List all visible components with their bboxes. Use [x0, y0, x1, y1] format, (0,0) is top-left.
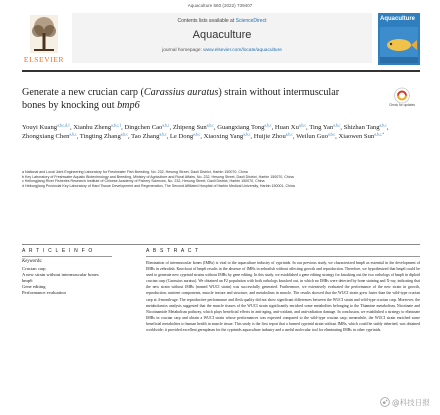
author-name[interactable]: [217, 124, 271, 131]
article-title: [22, 86, 362, 112]
check-updates-icon: [388, 87, 416, 104]
author-affiliation-mark[interactable]: a,b,c: [193, 132, 201, 137]
check-for-updates-badge[interactable]: [388, 87, 416, 113]
keywords-heading: Keywords:: [22, 259, 43, 264]
author-name[interactable]: [73, 124, 121, 131]
author-list: Youyi Kuang$^{a,b,c,d,1}$, Xianhu Zheng$^{a,b,c,1}$, Dingchen Cao$^{a,b,c}$, Zhipeng Sun$^{a,b,c}$, Guangxiang Tong$^{a,b,c}$, Huan Xu$^{a,b,c}$, Ting Yan$^{a,b,c}$, Shizhan Tang$^{a,b,c}$, Zhongxiang Chen$^{a,b,c}$, Tingting Zhang$^{a,b,c}$, Tao Zhang$^{a,b,c}$, Le Dong$^{a,b,c}$, Xiaoxing Yang$^{a,b,c}$, Huijie Zhou$^{a,b,c}$, Weilun Guo$^{a,b,c}$, Xiaowen Sun$^{a,b,c,*}$: [22, 123, 389, 141]
author-name[interactable]: [254, 133, 293, 140]
section-divider: [22, 244, 420, 245]
weibo-icon: [380, 397, 390, 407]
author-affiliation-mark[interactable]: a,b,c,d,1: [57, 123, 70, 128]
author-name[interactable]: [170, 133, 200, 140]
citation-line: Aquaculture 560 (2022) 739407: [187, 3, 253, 8]
author-name-text: Huan Xu: [274, 124, 299, 131]
article-info-heading: A R T I C L E I N F O: [22, 248, 94, 254]
author-affiliation-mark[interactable]: a,b,c: [379, 123, 387, 128]
author-affiliation-mark[interactable]: a,b,c,*: [374, 132, 385, 137]
author-affiliation-mark[interactable]: a,b,c,1: [111, 123, 122, 128]
author-name-text: Xiaoxing Yang: [203, 133, 244, 141]
author-name[interactable]: [344, 124, 387, 131]
author-name[interactable]: [22, 124, 70, 131]
journal-homepage-line: [72, 48, 372, 53]
author-name[interactable]: [131, 133, 166, 140]
author-name[interactable]: [275, 124, 306, 131]
author-name-text: Zhipeng Sun: [172, 124, 207, 131]
journal-cover[interactable]: [378, 13, 420, 65]
affiliation-item: b Key Laboratory of Freshwater Aquatic Biotechnology and Breeding, Ministry of Agriculture and Rural Affairs, No. 232, Hesong Street, Daoli District, Harbin 150070, China: [22, 174, 294, 179]
author-affiliation-mark[interactable]: a,b,c: [206, 123, 214, 128]
publisher-name: ELSEVIER: [23, 55, 65, 64]
abstract-heading: A B S T R A C T: [146, 248, 200, 254]
author-name[interactable]: [296, 133, 335, 140]
author-name[interactable]: [338, 133, 384, 140]
author-affiliation-mark[interactable]: a,b,c: [162, 123, 170, 128]
author-name-text: Xianhu Zheng: [73, 124, 112, 131]
journal-header: [22, 13, 420, 65]
watermark-text: @科技日报: [392, 398, 430, 407]
keyword-item: A new strain without intermuscular bones: [22, 272, 99, 277]
affiliation-item: c Heilongjiang River Fisheries Research Institute of Chinese Academy of Fishery Sciences, No. 232, Hesong Street, Daoli District, Harbin 150070, China: [22, 179, 265, 184]
author-name-text: Shizhan Tang: [343, 124, 380, 131]
author-affiliation-mark[interactable]: a,b,c: [298, 123, 307, 128]
author-name-text: Huijie Zhou: [253, 133, 286, 141]
author-name[interactable]: [22, 133, 77, 140]
abstract-rule: [146, 256, 420, 257]
author-affiliation-mark[interactable]: a,b,c: [264, 123, 272, 128]
author-name-text: Zhongxiang Chen: [22, 133, 70, 141]
author-name-text: Tingting Zhang: [79, 133, 121, 141]
title-species: Carassius auratus: [143, 87, 219, 98]
keyword-item: Gene editing: [22, 284, 46, 289]
author-affiliation-mark[interactable]: a,b,c: [243, 132, 251, 137]
title-gene: bmp6: [117, 100, 140, 111]
author-affiliation-mark[interactable]: a,b,c: [285, 132, 293, 137]
author-name[interactable]: [309, 124, 340, 131]
keyword-item: Crucian carp: [22, 266, 46, 271]
title-text-2: ) strain without intermuscular bones by knocking out: [22, 87, 340, 111]
contents-line: [72, 18, 372, 24]
author-name-text: Guangxiang Tong: [217, 124, 265, 131]
author-affiliation-mark[interactable]: a,b,c: [159, 132, 167, 137]
author-name-text: Le Dong: [169, 133, 194, 141]
elsevier-tree-icon: [30, 15, 58, 53]
sciencedirect-link[interactable]: ScienceDirect: [235, 18, 267, 24]
fish-cover-image: [380, 27, 418, 63]
author-affiliation-mark[interactable]: a,b,c: [120, 132, 128, 137]
author-name[interactable]: [173, 124, 214, 131]
affiliation-item: a National and Local Joint Engineering Laboratory for Freshwater Fish Breeding, No. 232, Hesong Street, Daoli District, Harbin 150070, China: [22, 170, 248, 174]
title-text-1: Generate a new crucian carp (: [22, 87, 144, 98]
author-affiliation-mark[interactable]: a,b,c: [328, 132, 336, 137]
author-affiliation-mark[interactable]: a,b,c: [333, 123, 341, 128]
author-name-text: Xiaowen Sun: [338, 133, 375, 141]
header-divider: [22, 70, 420, 72]
elsevier-logo[interactable]: [22, 13, 66, 65]
affiliation-item: d Heilongjiang Provincial Key Laboratory of Hard Tissue Development and Regeneration, The Second Affiliated Hospital of Harbin Medical University, Harbin 150001, China: [22, 184, 295, 189]
author-name[interactable]: [124, 124, 169, 131]
author-name-text: Youyi Kuang: [22, 124, 58, 131]
author-affiliation-mark[interactable]: a,b,c: [69, 132, 77, 137]
homepage-prefix: journal homepage:: [162, 48, 204, 53]
author-name-text: Weilun Guo: [296, 133, 328, 141]
watermark: [380, 396, 436, 410]
journal-info-box: [72, 13, 372, 63]
author-name[interactable]: [80, 133, 128, 140]
check-updates-label: Check for updates: [389, 103, 415, 107]
author-name[interactable]: [204, 133, 251, 140]
cover-title: Aquaculture: [380, 16, 416, 22]
contents-prefix: Contents lists available at: [177, 18, 236, 24]
abstract-text: Elimination of intermuscular bones (IMBs) is vital to the aquaculture industry of cyprinids. In our previous study, we characterized bmp6 as essential in the development of IMBs in zebrafish. Knockout of bmp6 results in the absence of IMBs in zebrafish without affecting growth and reproduction. Therefore, we hypothesized that bmp6 could be used to generate new cyprinid strains without IMBs by gene editing. In this study, we established a gene editing strategy for knocking out the two orthologs of bmp6 in diploid crucian carp (Carassius auratus). We obtained an F2 population with both orthologs knocked out, in which no IMBs were detected by bone staining and X-ray, indicating that the new strain without IMBs (named WUCI strain) was successfully generated. Furthermore, we extensively evaluated the performance of the new strain in growth, reproduction, nutrient components, muscle texture and structure, and metabolism in muscle. The results showed that the WUCI strain grew faster than the wild-type crucian carp at 4-month-age. The reproductive performance and flesh quality did not show significant differences between the WUCI strain and wild-type crucian carp. Moreover, the metabolomics analysis suggested that the muscle tissues of the WUCI strain significantly enriched some metabolites belonging to the Thiamine metabolism, Nicotinate and Nicotinamide Metabolism pathway, which plays beneficial effects in anti-aging, anti-oxidant, and anti-radiation damage. In conclusion, we established a strategy to eliminate IMBs in crucian carp and obtain a WUCI strain whose performances was expected compared to the wild-type crucian carp; meanwhile, the WUCI strain enriched some beneficial metabolites to human health in muscle tissue. This study is the first report that a farmed cyprinid strain without IMBs, which could be stably inherited, was obtained worldwide; it provided excellent germplasm for the cyprinids aquaculture industry and a useful molecular tool for eliminating IMBs in other cyprinids.: [146, 261, 420, 333]
keyword-item: bmp6: [22, 278, 33, 283]
homepage-link[interactable]: www.elsevier.com/locate/aquaculture: [203, 48, 282, 53]
article-info-rule: [22, 256, 112, 257]
journal-title[interactable]: Aquaculture: [192, 29, 252, 41]
author-name-text: Tao Zhang: [131, 133, 160, 141]
affiliation-list: [22, 170, 420, 189]
keyword-item: Performance evaluation: [22, 290, 66, 295]
author-name-text: Ting Yan: [309, 124, 334, 131]
author-name-text: Dingchen Cao: [124, 124, 163, 131]
keyword-list: [22, 266, 122, 296]
